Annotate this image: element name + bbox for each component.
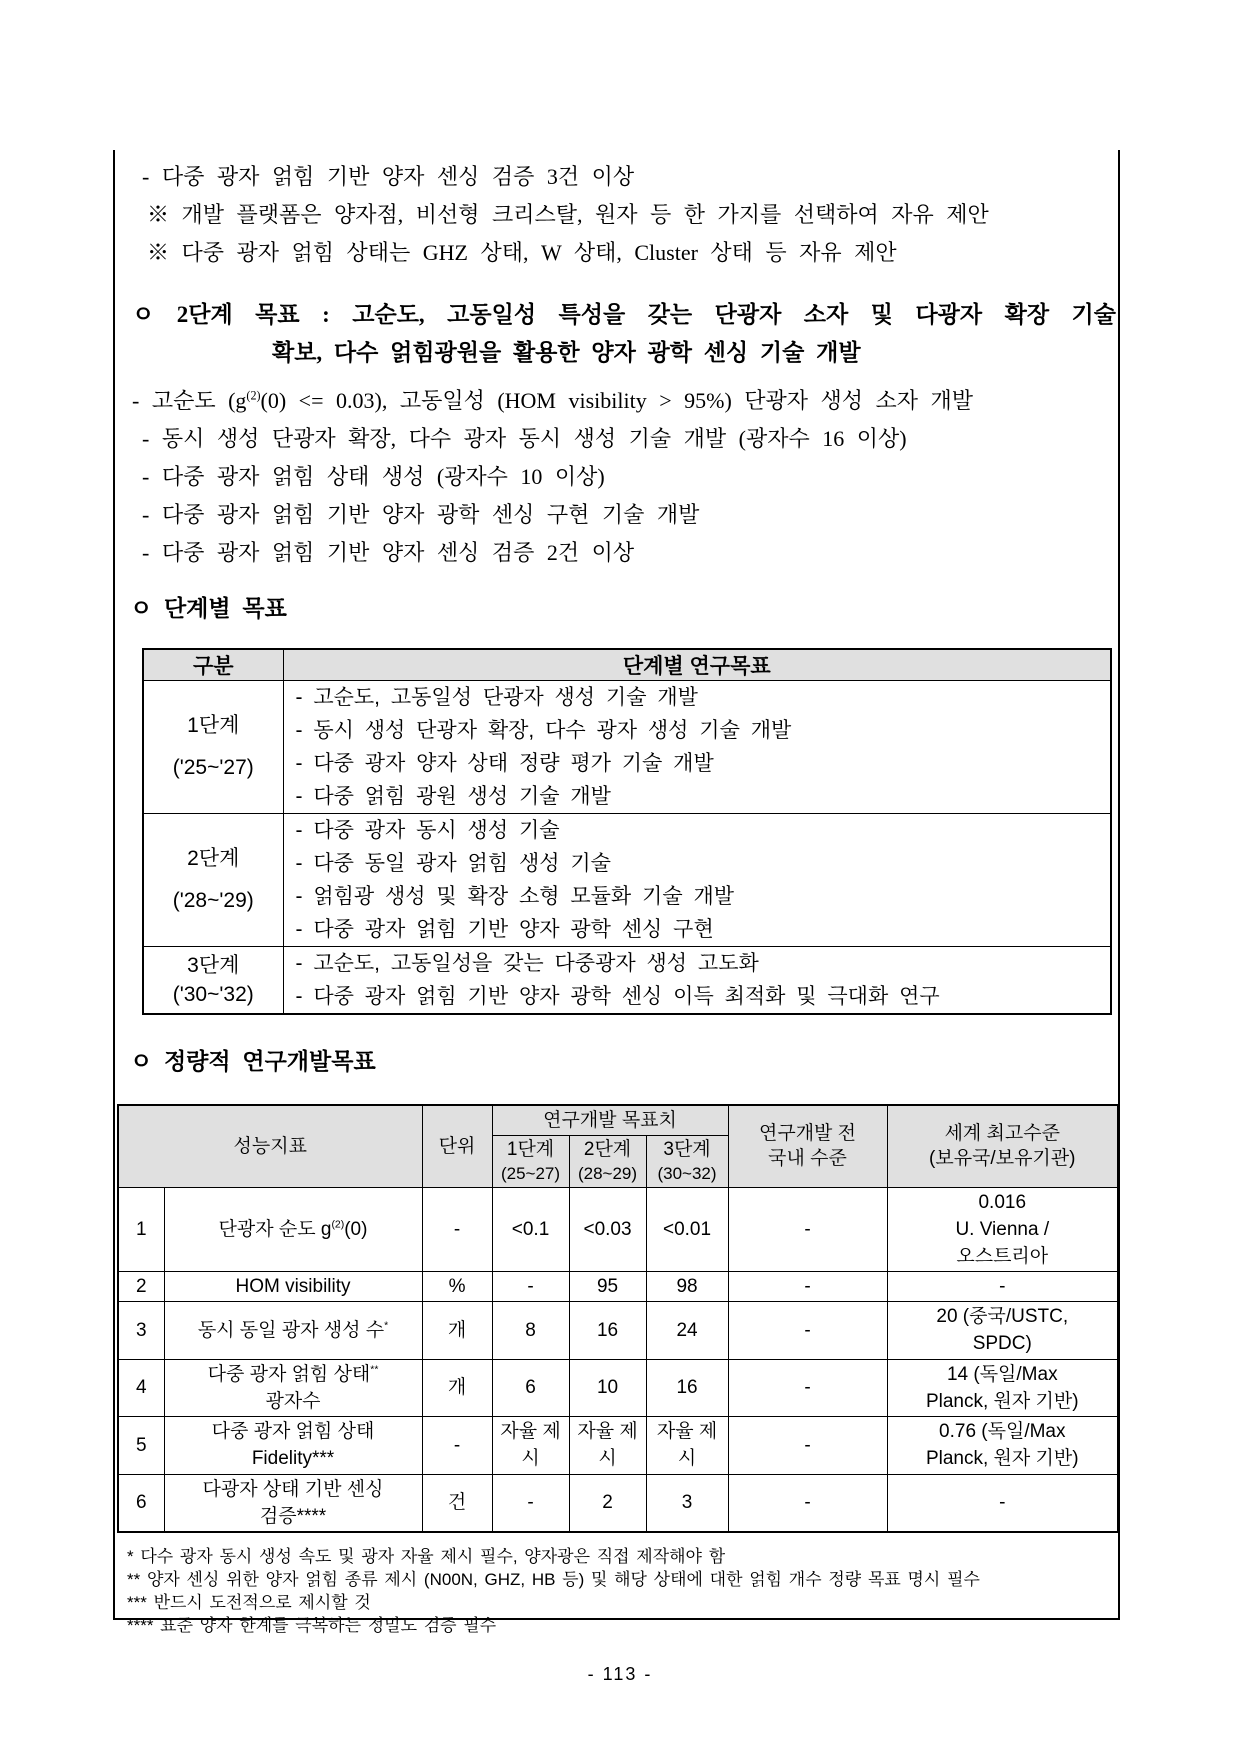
footnote-line: ** 양자 센싱 위한 양자 얽힘 종류 제시 (N00N, GHZ, HB 등) 및 해당 상태에 대한 얽힘 개수 정량 목표 명시 필수 (127, 1569, 980, 1589)
quant-goals-table (117, 1104, 1119, 1533)
domestic-level: - (728, 1474, 887, 1532)
stage-goals-heading: ㅇ 단계별 목표 (130, 596, 287, 621)
unit: 건 (422, 1474, 492, 1532)
stage-goals-table (142, 648, 1112, 1015)
header-unit: 단위 (422, 1105, 492, 1187)
header-target-values: 연구개발 목표치 (492, 1105, 728, 1135)
footnote-line: * 다수 광자 동시 생성 속도 및 광자 자율 제시 필수, 양자광은 직접 제작해야 함 (127, 1546, 726, 1566)
stage3-target: 24 (646, 1301, 728, 1359)
stage2-target: 2 (569, 1474, 646, 1532)
goals-cell (283, 814, 1111, 947)
note-line: ※ 다중 광자 얽힘 상태는 GHZ 상태, W 상태, Cluster 상태 등 자유 제안 (147, 240, 897, 265)
column-header-gubun: 구분 (143, 649, 283, 681)
world-best: - (887, 1271, 1118, 1301)
column-header-goals: 단계별 연구목표 (283, 649, 1111, 681)
domestic-level: - (728, 1271, 887, 1301)
goals-cell (283, 947, 1111, 1015)
stage2-target: <0.03 (569, 1187, 646, 1271)
content-box (113, 150, 1120, 1635)
header-perf-indicator: 성능지표 (118, 1105, 422, 1187)
stage1-target: - (492, 1271, 569, 1301)
goal-line: - 동시 생성 단광자 확장, 다수 광자 생성 기술 개발 (295, 719, 792, 742)
unit: % (422, 1271, 492, 1301)
header-stage1: 1단계 (25~27) (492, 1135, 569, 1187)
table-row (143, 947, 1111, 1015)
quant-goals-heading: ㅇ 정량적 연구개발목표 (130, 1049, 376, 1074)
unit: - (422, 1187, 492, 1271)
stage1-target: 8 (492, 1301, 569, 1359)
stage2-bullet: - 다중 광자 얽힘 기반 양자 광학 센싱 구현 기술 개발 (142, 502, 700, 527)
footnote-line: **** 표준 양자 한계를 극복하는 정밀도 검증 필수 (127, 1615, 497, 1635)
row-number: 5 (118, 1416, 164, 1474)
stage-period: ('28~'29) (172, 889, 254, 912)
domestic-level: - (728, 1301, 887, 1359)
stage-cell (143, 681, 283, 814)
world-best: - (887, 1474, 1118, 1532)
table-header-row (118, 1105, 1118, 1135)
stage1-target: <0.1 (492, 1187, 569, 1271)
stage1-target: 자율 제시 (492, 1416, 569, 1474)
unit: 개 (422, 1301, 492, 1359)
row-number: 2 (118, 1271, 164, 1301)
intro-line: - 다중 광자 얽힘 기반 양자 센싱 검증 3건 이상 (142, 164, 635, 189)
perf-indicator: 다중 광자 얽힘 상태** 광자수 (164, 1359, 422, 1416)
goal-line: - 다중 동일 광자 얽힘 생성 기술 (295, 852, 611, 875)
superscript: (2) (246, 388, 261, 403)
stage2-bullet: - 다중 광자 얽힘 기반 양자 센싱 검증 2건 이상 (142, 540, 635, 565)
header-world-best: 세계 최고수준 (보유국/보유기관) (887, 1105, 1118, 1187)
world-best: 20 (중국/USTC, SPDC) (887, 1301, 1118, 1359)
domestic-level: - (728, 1416, 887, 1474)
row-number: 3 (118, 1301, 164, 1359)
stage-name: 1단계 (187, 714, 240, 737)
unit: 개 (422, 1359, 492, 1416)
goal-line: - 다중 광자 얽힘 기반 양자 광학 센싱 구현 (295, 918, 714, 941)
table-row (118, 1474, 1118, 1532)
goal-line: - 얽힘광 생성 및 확장 소형 모듈화 기술 개발 (295, 885, 735, 908)
row-number: 4 (118, 1359, 164, 1416)
row-number: 6 (118, 1474, 164, 1532)
unit: - (422, 1416, 492, 1474)
bullet-text: - 고순도 (g (132, 388, 247, 413)
stage-period: ('30~'32) (172, 983, 254, 1006)
domestic-level: - (728, 1359, 887, 1416)
stage2-goal-heading-line1: ㅇ 2단계 목표 : 고순도, 고동일성 특성을 갖는 단광자 소자 및 다광자 확장 기술 (132, 302, 1116, 327)
goal-line: - 다중 얽힘 광원 생성 기술 개발 (295, 785, 611, 808)
perf-indicator: 단광자 순도 $g^{(2)}(0)$ (164, 1187, 422, 1271)
note-line: ※ 개발 플랫폼은 양자점, 비선형 크리스탈, 원자 등 한 가지를 선택하여 자유 제안 (147, 202, 989, 227)
table-row (118, 1416, 1118, 1474)
stage2-target: 95 (569, 1271, 646, 1301)
stage1-target: 6 (492, 1359, 569, 1416)
goal-line: - 다중 광자 얽힘 기반 양자 광학 센싱 이득 최적화 및 극대화 연구 (295, 985, 940, 1008)
domestic-level: - (728, 1187, 887, 1271)
stage3-target: 자율 제시 (646, 1416, 728, 1474)
world-best: 0.76 (독일/Max Planck, 원자 기반) (887, 1416, 1118, 1474)
table-row (143, 814, 1111, 947)
footnotes (127, 1545, 1118, 1637)
stage2-goal-heading-line2: 확보, 다수 얽힘광원을 활용한 양자 광학 센싱 기술 개발 (272, 340, 861, 365)
world-best: 0.016 U. Vienna / 오스트리아 (887, 1187, 1118, 1271)
stage3-target: 16 (646, 1359, 728, 1416)
footnote-line: *** 반드시 도전적으로 제시할 것 (127, 1592, 371, 1612)
world-best: 14 (독일/Max Planck, 원자 기반) (887, 1359, 1118, 1416)
goals-cell (283, 681, 1111, 814)
stage2-bullet: - 다중 광자 얽힘 상태 생성 (광자수 10 이상) (142, 464, 605, 489)
table-row (118, 1271, 1118, 1301)
header-stage2: 2단계 (28~29) (569, 1135, 646, 1187)
stage2-target: 16 (569, 1301, 646, 1359)
stage-period: ('25~'27) (172, 756, 254, 779)
header-stage3: 3단계 (30~32) (646, 1135, 728, 1187)
goal-line: - 다중 광자 양자 상태 정량 평가 기술 개발 (295, 752, 714, 775)
stage3-target: 98 (646, 1271, 728, 1301)
stage2-bullet: - 동시 생성 단광자 확장, 다수 광자 동시 생성 기술 개발 (광자수 16 이상) (142, 426, 907, 451)
perf-indicator: 다광자 상태 기반 센싱 검증**** (164, 1474, 422, 1532)
perf-indicator: 동시 동일 광자 생성 수* (164, 1301, 422, 1359)
header-domestic-level: 연구개발 전 국내 수준 (728, 1105, 887, 1187)
table-header-row (143, 649, 1111, 681)
goal-line: - 다중 광자 동시 생성 기술 (295, 819, 560, 842)
stage1-target: - (492, 1474, 569, 1532)
goal-line: - 고순도, 고동일성을 갖는 다중광자 생성 고도화 (295, 952, 759, 975)
table-row (118, 1359, 1118, 1416)
stage2-bullet (132, 382, 1118, 420)
row-number: 1 (118, 1187, 164, 1271)
bullet-text: (0) <= 0.03), 고동일성 (HOM visibility > 95%) 단광자 생성 소자 개발 (260, 388, 974, 413)
stage-name: 2단계 (187, 847, 240, 870)
perf-indicator: HOM visibility (164, 1271, 422, 1301)
table-row (118, 1187, 1118, 1271)
stage2-target: 10 (569, 1359, 646, 1416)
stage2-target: 자율 제시 (569, 1416, 646, 1474)
stage-name: 3단계 (187, 954, 240, 977)
table-row (143, 681, 1111, 814)
page-number: - 113 - (587, 1664, 653, 1684)
goal-line: - 고순도, 고동일성 단광자 생성 기술 개발 (295, 686, 698, 709)
perf-indicator: 다중 광자 얽힘 상태 Fidelity*** (164, 1416, 422, 1474)
stage3-target: <0.01 (646, 1187, 728, 1271)
stage-cell (143, 814, 283, 947)
stage-cell (143, 947, 283, 1015)
stage3-target: 3 (646, 1474, 728, 1532)
table-row (118, 1301, 1118, 1359)
